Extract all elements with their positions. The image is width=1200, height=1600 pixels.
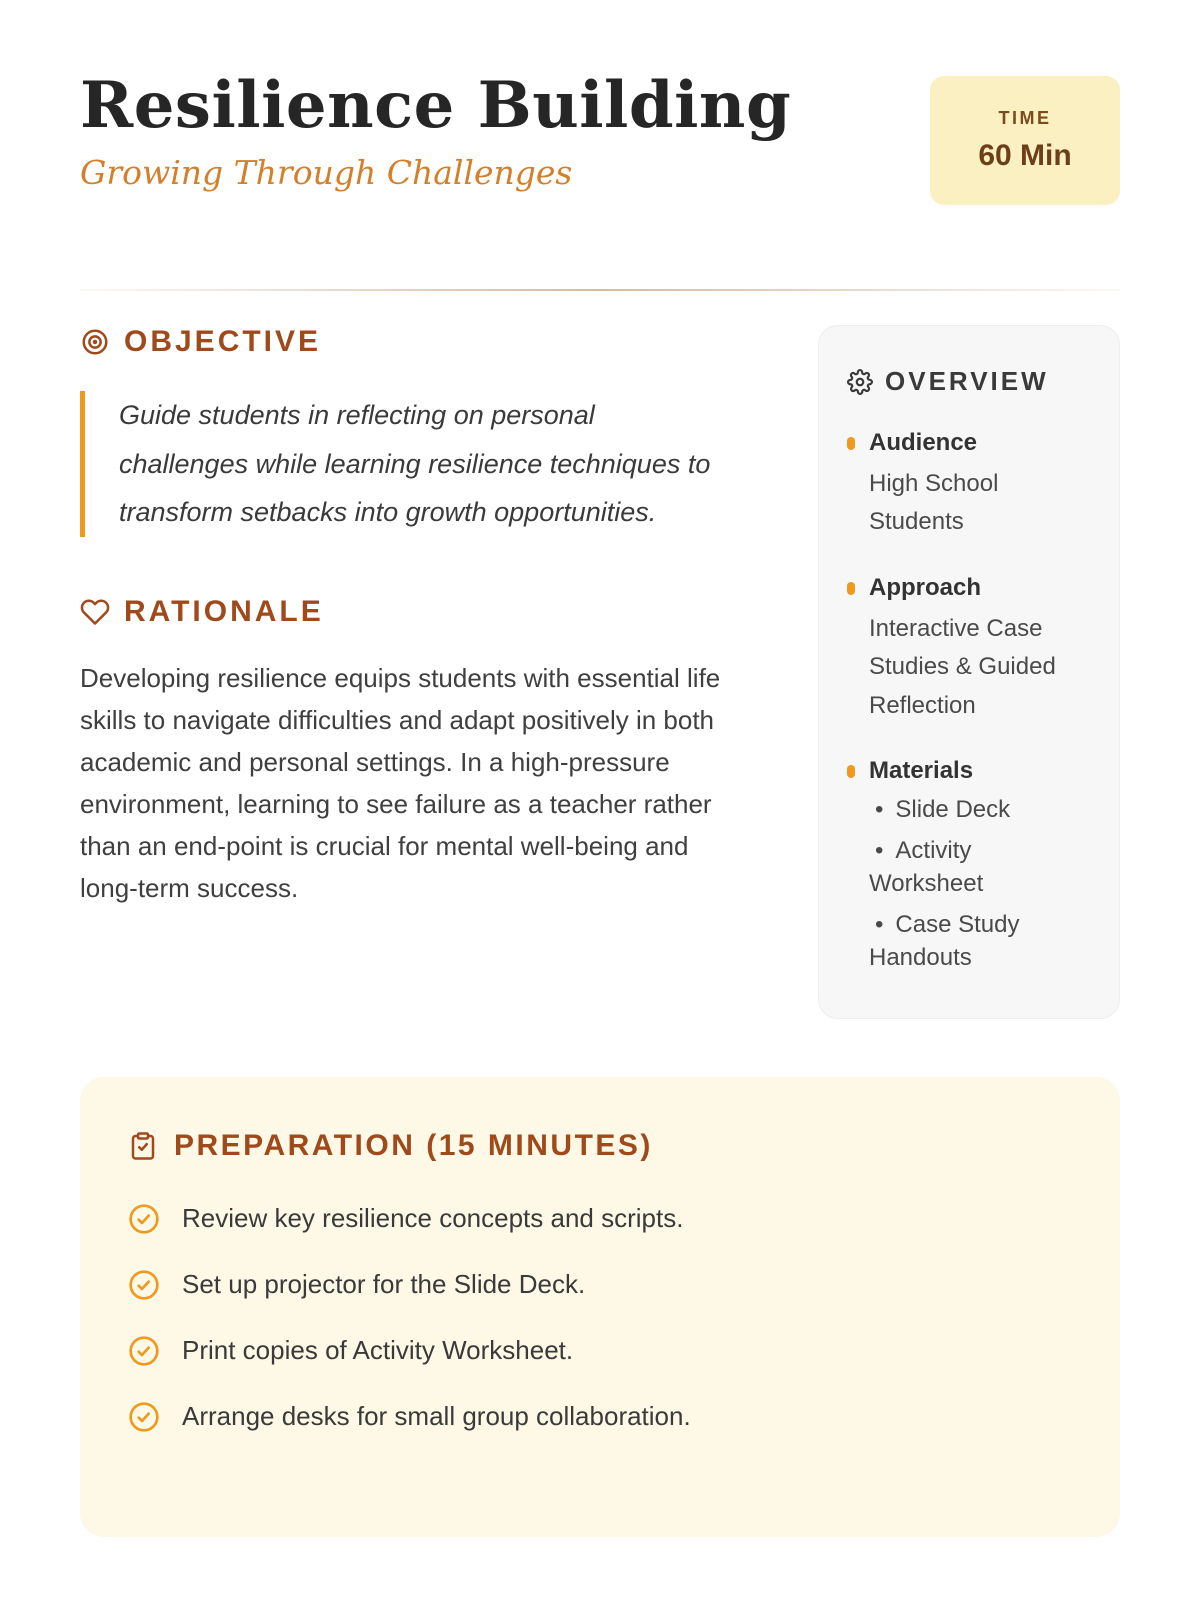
main-content <box>80 325 1120 1019</box>
time-badge <box>930 76 1120 205</box>
title-block <box>80 68 792 193</box>
page-subtitle: Growing Through Challenges <box>80 153 573 193</box>
materials-list <box>869 794 1091 974</box>
bullet-dot-icon <box>847 582 855 595</box>
overview-audience-row <box>847 429 1091 542</box>
checklist-item <box>128 1269 1072 1301</box>
page-title: Resilience Building <box>80 68 792 143</box>
overview-approach-row <box>847 574 1091 725</box>
clipboard-icon <box>128 1131 158 1161</box>
rationale-body: Developing resilience equips students with essential life skills to navigate difficulties and adapt positively in both academic and personal settings. In a high-pressure environment, learning to see failure as a teacher rather than an end-point is crucial for mental well-being and long-term success. <box>80 662 721 904</box>
audience-value: High School Students <box>869 470 999 536</box>
left-column <box>80 325 760 1019</box>
preparation-checklist <box>128 1203 1072 1433</box>
materials-label: Materials <box>869 756 974 784</box>
checklist-item-text: Review key resilience concepts and scripts. <box>182 1203 684 1234</box>
overview-materials-row <box>847 757 1091 974</box>
material-item: • Activity Worksheet <box>869 835 1091 900</box>
bullet-dot-icon <box>847 437 855 450</box>
check-circle-icon <box>128 1335 160 1367</box>
rationale-heading-label: RATIONALE <box>124 594 324 628</box>
target-icon <box>80 327 110 357</box>
overview-heading-label: OVERVIEW <box>885 366 1049 396</box>
rationale-heading <box>80 595 760 629</box>
objective-heading-label: OBJECTIVE <box>124 325 322 358</box>
objective-section <box>80 325 760 537</box>
divider <box>80 289 1120 291</box>
check-circle-icon <box>128 1203 160 1235</box>
objective-heading <box>80 325 760 359</box>
preparation-heading <box>128 1129 1072 1163</box>
material-item: • Slide Deck <box>869 794 1091 826</box>
checklist-item <box>128 1401 1072 1433</box>
header <box>80 68 1120 205</box>
checklist-item-text: Print copies of Activity Worksheet. <box>182 1335 574 1366</box>
rationale-section <box>80 595 760 910</box>
approach-label: Approach <box>869 573 982 601</box>
time-value: 60 Min <box>978 139 1072 172</box>
objective-quote: Guide students in reflecting on personal challenges while learning resilience techniques to transform setbacks into growth opportunities. <box>80 391 720 537</box>
overview-card <box>818 325 1120 1019</box>
gear-icon <box>847 369 873 395</box>
overview-heading <box>847 366 1091 397</box>
preparation-heading-label: PREPARATION (15 MINUTES) <box>174 1128 653 1162</box>
checklist-item <box>128 1335 1072 1367</box>
check-circle-icon <box>128 1401 160 1433</box>
time-label: TIME <box>998 108 1052 128</box>
bullet-dot-icon <box>847 765 855 778</box>
audience-label: Audience <box>869 429 978 456</box>
approach-value: Interactive Case Studies & Guided Reflection <box>869 614 1056 719</box>
checklist-item-text: Set up projector for the Slide Deck. <box>182 1269 586 1300</box>
material-item: • Case Study Handouts <box>869 909 1091 974</box>
check-circle-icon <box>128 1269 160 1301</box>
heart-icon <box>80 597 110 627</box>
preparation-panel <box>80 1077 1120 1537</box>
checklist-item-text: Arrange desks for small group collaboration. <box>182 1401 691 1432</box>
checklist-item <box>128 1203 1072 1235</box>
